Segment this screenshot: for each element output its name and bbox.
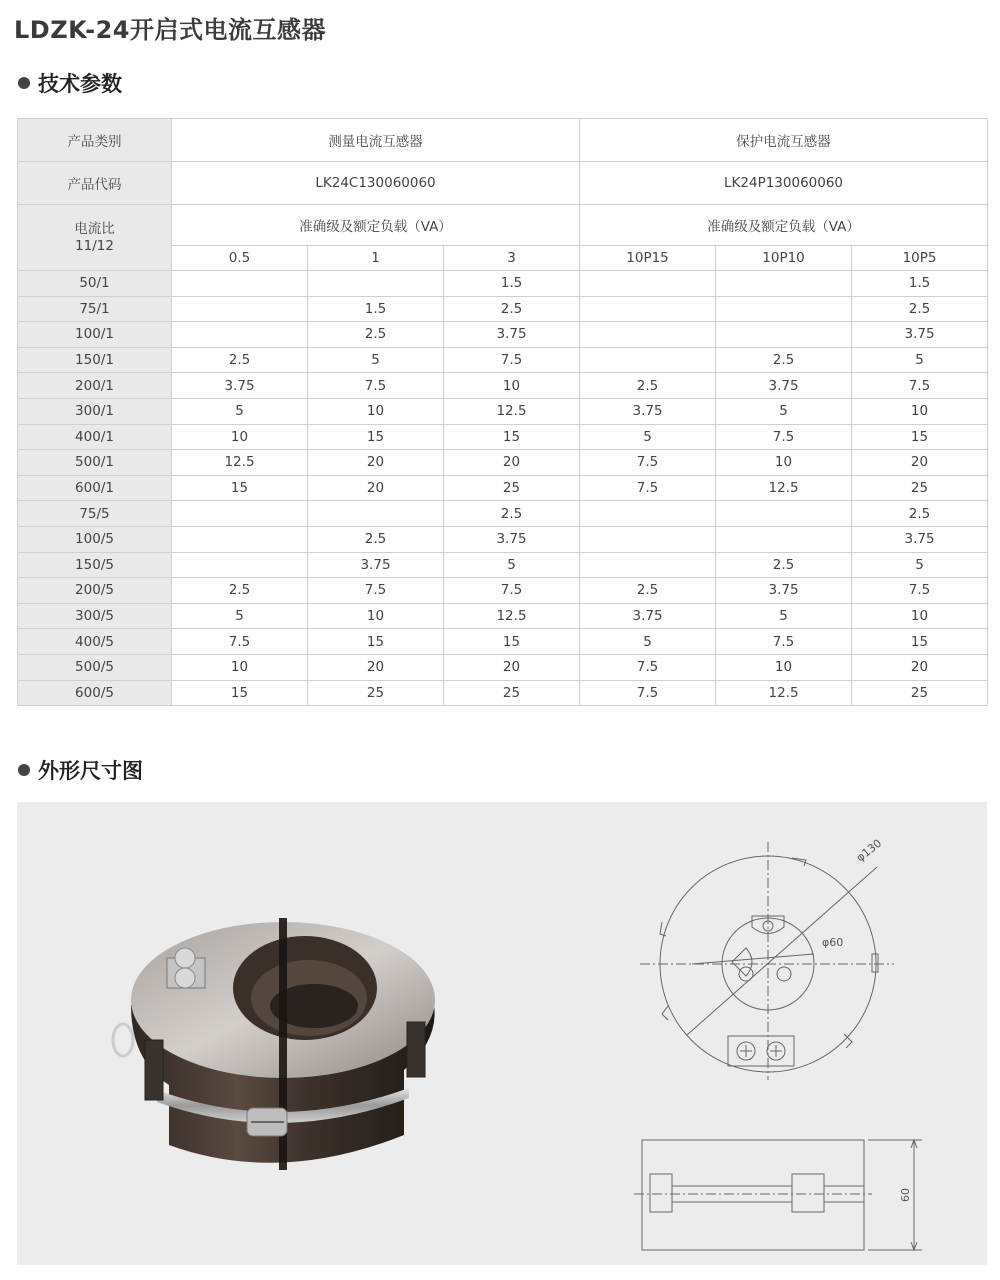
- table-row: [18, 603, 988, 629]
- table-row: [18, 347, 988, 373]
- burden-cell: [580, 526, 716, 552]
- burden-cell: 5: [716, 603, 852, 629]
- burden-cell: 7.5: [580, 450, 716, 476]
- code-measure: LK24C130060060: [172, 162, 580, 205]
- ratio-cell: 500/1: [18, 450, 172, 476]
- burden-cell: 15: [852, 424, 988, 450]
- table-row: [18, 424, 988, 450]
- ratio-cell: 50/1: [18, 271, 172, 297]
- burden-cell: 12.5: [716, 475, 852, 501]
- section-dimensions-label: 外形尺寸图: [38, 759, 143, 783]
- burden-cell: 5: [172, 398, 308, 424]
- burden-cell: [580, 271, 716, 297]
- burden-cell: 15: [172, 475, 308, 501]
- burden-cell: 1.5: [444, 271, 580, 297]
- burden-cell: [716, 322, 852, 348]
- table-row-accuracy: [18, 205, 988, 246]
- ratio-cell: 75/5: [18, 501, 172, 527]
- burden-cell: [716, 296, 852, 322]
- burden-cell: 10: [444, 373, 580, 399]
- category-measure: 测量电流互感器: [172, 119, 580, 162]
- ratio-cell: 200/5: [18, 578, 172, 604]
- burden-cell: [308, 501, 444, 527]
- burden-cell: 3.75: [716, 373, 852, 399]
- burden-cell: [580, 322, 716, 348]
- top-view-drawing: [632, 822, 922, 1082]
- table-row: [18, 322, 988, 348]
- burden-cell: [172, 501, 308, 527]
- burden-cell: 1.5: [308, 296, 444, 322]
- burden-cell: 15: [444, 629, 580, 655]
- ratio-label: [18, 205, 172, 271]
- burden-cell: 20: [444, 450, 580, 476]
- burden-cell: 20: [852, 450, 988, 476]
- burden-cell: 1.5: [852, 271, 988, 297]
- burden-cell: 25: [852, 680, 988, 706]
- ratio-cell: 400/5: [18, 629, 172, 655]
- burden-cell: 15: [308, 424, 444, 450]
- burden-cell: 3.75: [172, 373, 308, 399]
- class-header: 10P5: [852, 246, 988, 271]
- burden-cell: [172, 322, 308, 348]
- burden-cell: 3.75: [308, 552, 444, 578]
- ratio-cell: 300/1: [18, 398, 172, 424]
- ratio-cell: 400/1: [18, 424, 172, 450]
- category-protect: 保护电流互感器: [580, 119, 988, 162]
- burden-cell: 2.5: [308, 526, 444, 552]
- burden-cell: [716, 271, 852, 297]
- burden-cell: 3.75: [716, 578, 852, 604]
- table-row: [18, 271, 988, 297]
- table-row: [18, 501, 988, 527]
- product-photo: [109, 910, 454, 1172]
- burden-cell: [580, 501, 716, 527]
- burden-cell: 20: [308, 654, 444, 680]
- burden-cell: 7.5: [580, 680, 716, 706]
- burden-cell: 15: [172, 680, 308, 706]
- burden-cell: 10: [172, 654, 308, 680]
- burden-cell: 25: [444, 475, 580, 501]
- burden-cell: [172, 296, 308, 322]
- burden-cell: 2.5: [852, 296, 988, 322]
- table-row: [18, 373, 988, 399]
- table-row-category: [18, 119, 988, 162]
- burden-cell: 2.5: [716, 552, 852, 578]
- ratio-label-line1: 电流比: [74, 220, 115, 237]
- burden-cell: 10: [716, 654, 852, 680]
- burden-cell: 3.75: [444, 526, 580, 552]
- class-header: 3: [444, 246, 580, 271]
- burden-cell: [308, 271, 444, 297]
- burden-cell: 2.5: [580, 373, 716, 399]
- burden-cell: 10: [308, 398, 444, 424]
- burden-cell: 2.5: [580, 578, 716, 604]
- burden-cell: 2.5: [444, 296, 580, 322]
- table-row-code: [18, 162, 988, 205]
- burden-cell: 7.5: [580, 654, 716, 680]
- dimension-panel: [17, 802, 987, 1265]
- burden-cell: 2.5: [308, 322, 444, 348]
- burden-cell: 7.5: [308, 373, 444, 399]
- burden-cell: 3.75: [444, 322, 580, 348]
- table-row: [18, 552, 988, 578]
- burden-cell: 3.75: [852, 322, 988, 348]
- burden-cell: 5: [716, 398, 852, 424]
- burden-cell: 12.5: [444, 603, 580, 629]
- burden-cell: 5: [308, 347, 444, 373]
- side-view-drawing: [632, 1132, 932, 1257]
- table-row: [18, 398, 988, 424]
- burden-cell: 10: [716, 450, 852, 476]
- table-row: [18, 578, 988, 604]
- ratio-cell: 600/5: [18, 680, 172, 706]
- burden-cell: 5: [852, 552, 988, 578]
- ratio-cell: 100/1: [18, 322, 172, 348]
- burden-cell: 2.5: [716, 347, 852, 373]
- accuracy-protect: 准确级及额定负载（VA）: [580, 205, 988, 246]
- table-row: [18, 526, 988, 552]
- burden-cell: 5: [580, 629, 716, 655]
- ratio-cell: 100/5: [18, 526, 172, 552]
- burden-cell: 20: [308, 450, 444, 476]
- burden-cell: 2.5: [444, 501, 580, 527]
- burden-cell: [580, 347, 716, 373]
- burden-cell: 7.5: [716, 629, 852, 655]
- burden-cell: 10: [852, 603, 988, 629]
- ratio-label-line2: 11/12: [75, 237, 114, 254]
- burden-cell: 2.5: [852, 501, 988, 527]
- burden-cell: 3.75: [852, 526, 988, 552]
- section-dimensions: [18, 755, 143, 785]
- burden-cell: 15: [852, 629, 988, 655]
- burden-cell: 7.5: [444, 578, 580, 604]
- burden-cell: 3.75: [580, 603, 716, 629]
- burden-cell: 5: [580, 424, 716, 450]
- ratio-cell: 200/1: [18, 373, 172, 399]
- burden-cell: [580, 552, 716, 578]
- class-header: 0.5: [172, 246, 308, 271]
- inner-diameter-label: φ60: [822, 936, 844, 949]
- ratio-cell: 500/5: [18, 654, 172, 680]
- burden-cell: 20: [444, 654, 580, 680]
- burden-cell: 12.5: [716, 680, 852, 706]
- burden-cell: [716, 526, 852, 552]
- spec-table: [17, 118, 988, 706]
- table-row: [18, 475, 988, 501]
- burden-cell: 20: [308, 475, 444, 501]
- outer-diameter-label: φ130: [853, 836, 885, 865]
- burden-cell: [580, 296, 716, 322]
- burden-cell: 25: [852, 475, 988, 501]
- burden-cell: 20: [852, 654, 988, 680]
- code-label: 产品代码: [18, 162, 172, 205]
- height-label: 60: [899, 1188, 912, 1202]
- table-row: [18, 296, 988, 322]
- burden-cell: 7.5: [172, 629, 308, 655]
- burden-cell: 5: [172, 603, 308, 629]
- burden-cell: [172, 271, 308, 297]
- burden-cell: 2.5: [172, 347, 308, 373]
- burden-cell: 7.5: [308, 578, 444, 604]
- ratio-cell: 75/1: [18, 296, 172, 322]
- table-row: [18, 629, 988, 655]
- burden-cell: 7.5: [852, 373, 988, 399]
- class-header: 10P15: [580, 246, 716, 271]
- category-label: 产品类别: [18, 119, 172, 162]
- class-header: 1: [308, 246, 444, 271]
- burden-cell: 10: [308, 603, 444, 629]
- accuracy-measure: 准确级及额定负载（VA）: [172, 205, 580, 246]
- burden-cell: 25: [444, 680, 580, 706]
- ratio-cell: 150/1: [18, 347, 172, 373]
- section-tech-params-label: 技术参数: [38, 72, 122, 96]
- burden-cell: 5: [852, 347, 988, 373]
- burden-cell: 25: [308, 680, 444, 706]
- burden-cell: 15: [444, 424, 580, 450]
- page-title: LDZK-24开启式电流互感器: [14, 16, 326, 44]
- table-row: [18, 450, 988, 476]
- burden-cell: 15: [308, 629, 444, 655]
- burden-cell: 10: [172, 424, 308, 450]
- burden-cell: [172, 526, 308, 552]
- burden-cell: 3.75: [580, 398, 716, 424]
- table-row: [18, 654, 988, 680]
- burden-cell: 2.5: [172, 578, 308, 604]
- burden-cell: 12.5: [172, 450, 308, 476]
- burden-cell: 7.5: [852, 578, 988, 604]
- burden-cell: 10: [852, 398, 988, 424]
- table-row: [18, 680, 988, 706]
- class-header: 10P10: [716, 246, 852, 271]
- section-tech-params: [18, 68, 122, 98]
- bullet-icon: [18, 77, 30, 89]
- ratio-cell: 600/1: [18, 475, 172, 501]
- burden-cell: 12.5: [444, 398, 580, 424]
- burden-cell: [716, 501, 852, 527]
- bullet-icon: [18, 764, 30, 776]
- burden-cell: [172, 552, 308, 578]
- burden-cell: 7.5: [716, 424, 852, 450]
- ratio-cell: 300/5: [18, 603, 172, 629]
- burden-cell: 7.5: [580, 475, 716, 501]
- burden-cell: 7.5: [444, 347, 580, 373]
- ratio-cell: 150/5: [18, 552, 172, 578]
- code-protect: LK24P130060060: [580, 162, 988, 205]
- burden-cell: 5: [444, 552, 580, 578]
